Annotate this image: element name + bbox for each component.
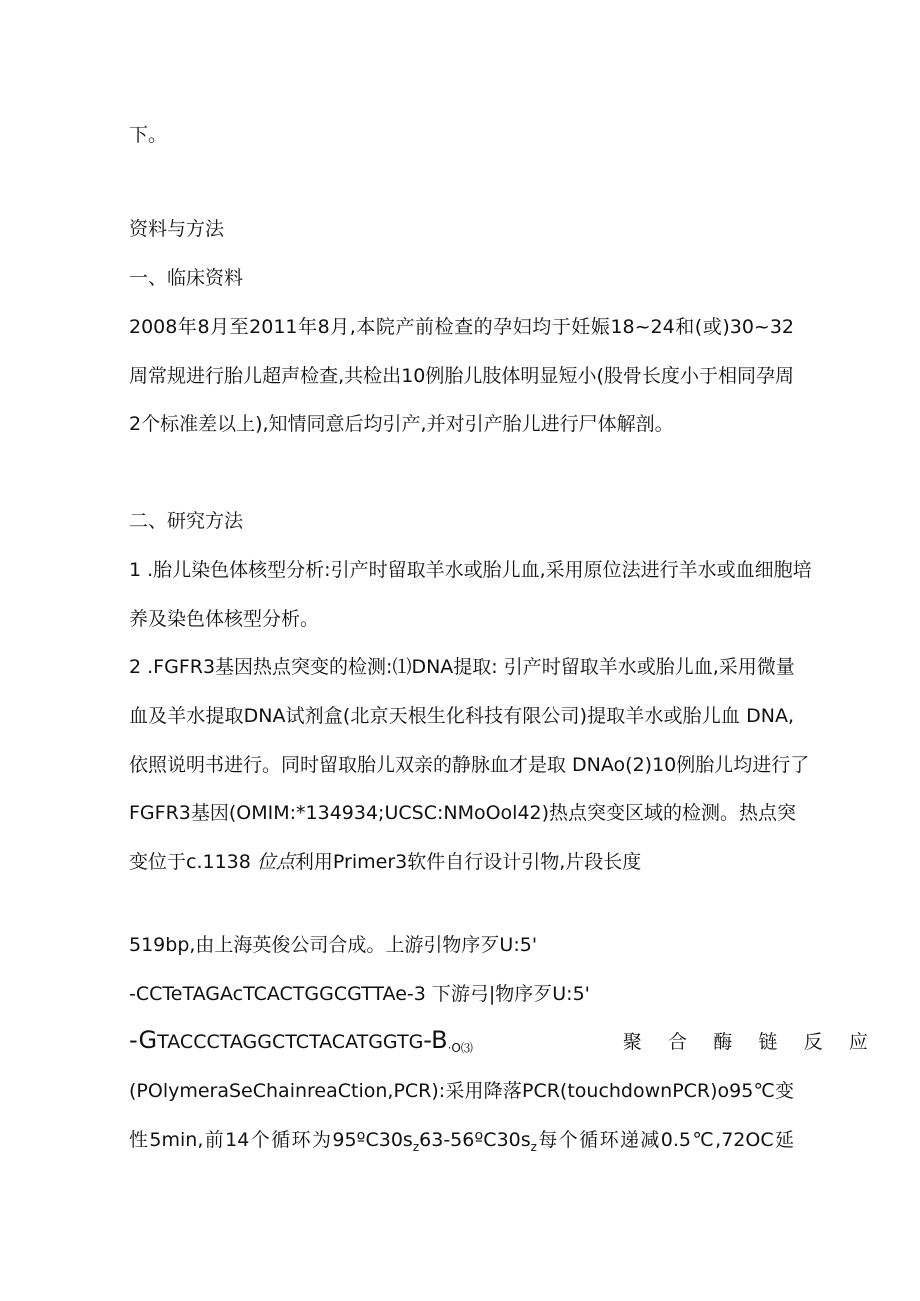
spread-text-run: 聚合酶链反应	[622, 1031, 868, 1053]
paragraph-line	[129, 849, 641, 875]
subscript: z	[412, 1140, 420, 1154]
paragraph-line: 血及羊水提取DNA试剂盒(北京天根生化科技有限公司)提取羊水或胎儿血 DNA,	[129, 705, 794, 727]
paragraph-line: (POlymeraSeChainreaCtion,PCR):采用降落PCR(touchdownPCR)o95℃变	[129, 1080, 794, 1102]
text-run: 63-56ºC30s	[419, 1129, 531, 1151]
paragraph-line: 养及染色体核型分析。	[129, 608, 320, 630]
text-run: 性5min,前14个循环为95ºC30s	[129, 1129, 413, 1151]
text-run: -B	[423, 1026, 448, 1054]
paragraph-line: 周常规进行胎儿超声检查,共检出10例胎儿肢体明显短小(股骨长度小于相同孕周	[129, 365, 794, 387]
paragraph-line: 2008年8月至2011年8月,本院产前检查的孕妇均于妊娠18~24和(或)30~32	[129, 316, 794, 338]
section-heading: 资料与方法	[129, 218, 225, 240]
paragraph-line: 2 .FGFR3基因热点突变的检测:⑴DNA提取: 引产时留取羊水或胎儿血,采用微量	[129, 656, 795, 678]
text-run: 变位于c.1138	[129, 851, 251, 873]
text-run: TACCCTAGGCTCTACATGGTG	[157, 1031, 424, 1053]
paragraph-line: 519bp,由上海英俊公司合成。上游引物序歹U:5'	[129, 934, 538, 956]
paragraph-line: FGFR3基因(OMIM:*134934;UCSC:NMoOol42)热点突变区域的检测。热点突	[129, 802, 797, 824]
primer-sequence-line	[129, 1027, 868, 1061]
paragraph-line: 下。	[129, 124, 168, 146]
paragraph-line: 2个标准差以上),知情同意后均引产,并对引产胎儿进行尸体解剖。	[129, 413, 674, 435]
text-run: ·O⑶	[447, 1041, 473, 1055]
subsection-heading: 一、临床资料	[129, 267, 244, 289]
paragraph-line: 依照说明书进行。同时留取胎儿双亲的静脉血才是取 DNAo(2)10例胎儿均进行了	[129, 754, 810, 776]
subscript: z	[530, 1140, 537, 1154]
text-run: -G	[129, 1026, 158, 1054]
text-run: 利用Primer3软件自行设计引物,片段长度	[294, 851, 642, 873]
subsection-heading: 二、研究方法	[129, 510, 244, 532]
paragraph-line: 1 .胎儿染色体核型分析:引产时留取羊水或胎儿血,采用原位法进行羊水或血细胞培	[129, 559, 812, 581]
italic-text-run: 位点	[256, 851, 295, 873]
text-run: 每个循环递减0.5℃,72OC延	[536, 1129, 794, 1151]
paragraph-line	[129, 1127, 794, 1160]
primer-sequence-line: -CCTeTAGAcTCACTGGCGTTAe-3 下游弓|物序歹U:5'	[129, 983, 590, 1005]
